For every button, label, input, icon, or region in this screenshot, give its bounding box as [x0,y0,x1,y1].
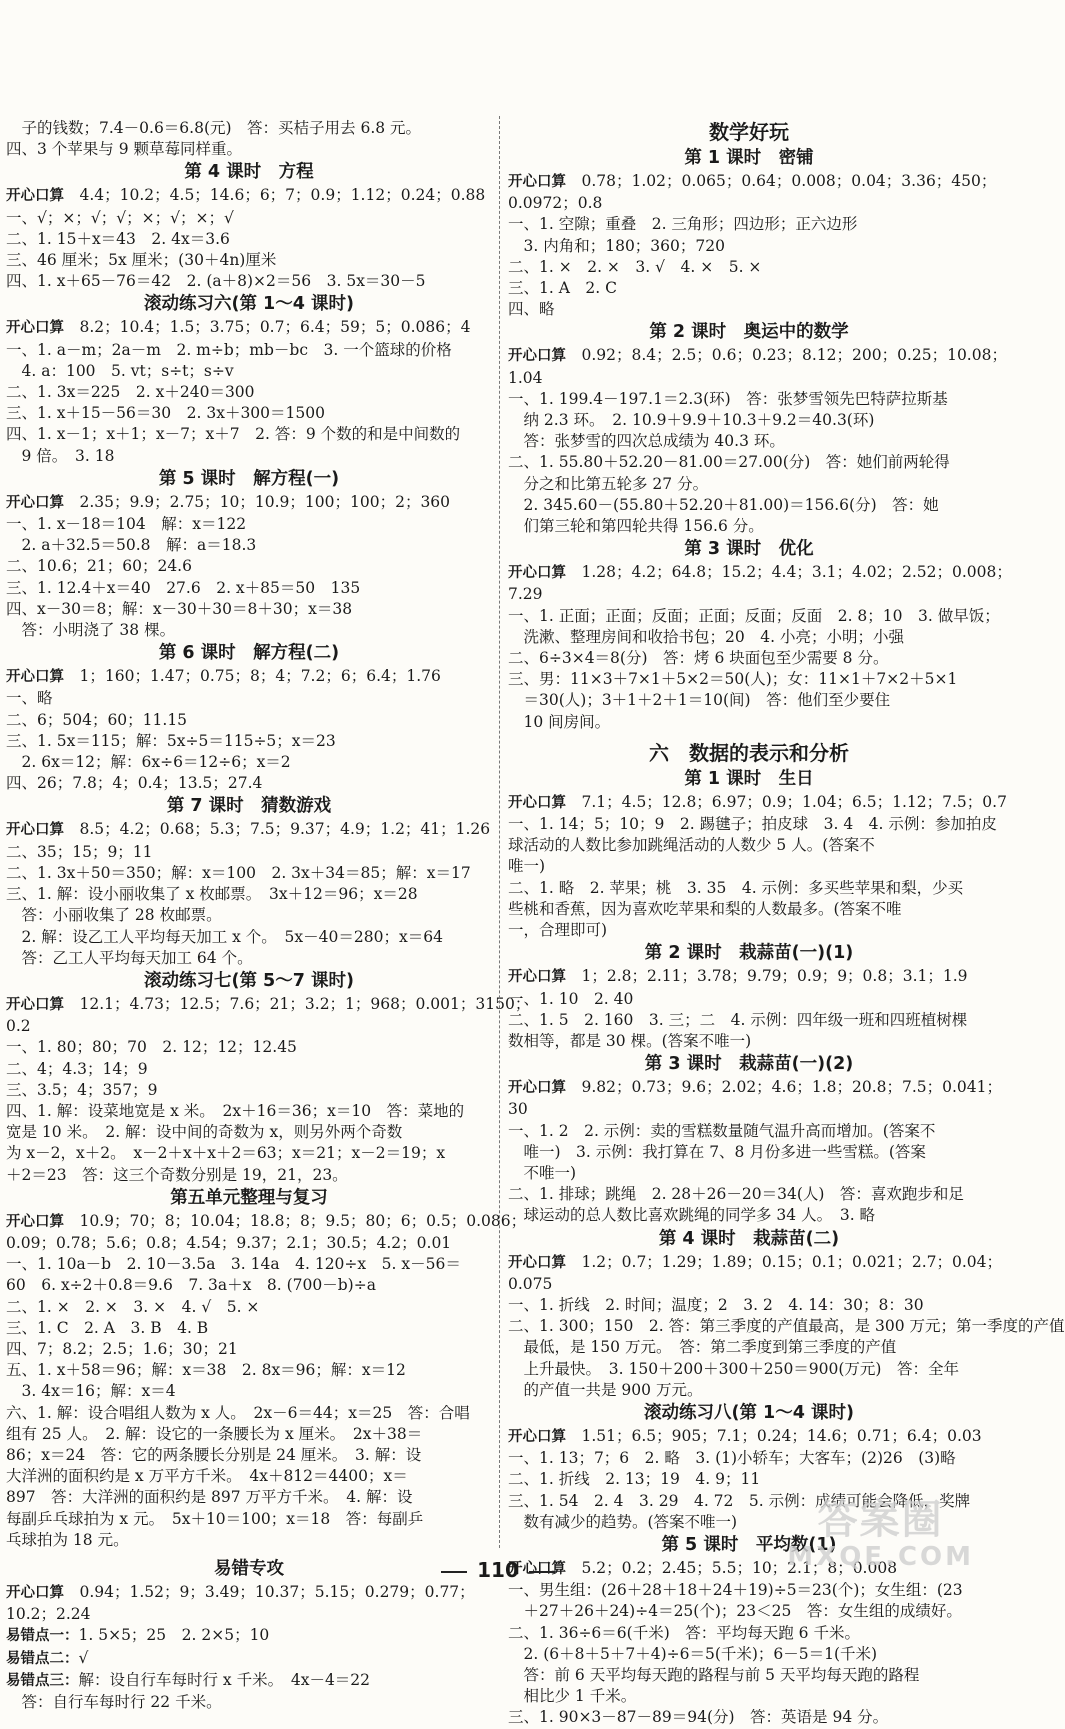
answer-label: 开心口算 [508,1428,566,1445]
answer-line [6,927,492,948]
answer-text: 2. 6x＝12；解：6x÷6＝12÷6；x＝2 [6,753,291,772]
answer-label: 开心口算 [508,969,566,986]
answer-label: 开心口算 [508,1560,566,1577]
answer-label: 开心口算 [6,494,64,511]
answer-line [508,299,990,320]
answer-line [508,1252,1003,1274]
answer-text: 数有减少的趋势。(答案不唯一) [508,1512,738,1531]
answer-text: 子的钱数；7.4－0.6＝6.8(元) 答：买桔子用去 6.8 元。 [6,119,422,137]
answer-line [6,819,492,841]
answer-line [508,236,990,257]
answer-text: 10.2；2.24 [6,1605,91,1624]
answer-text: 一、1. a－m；2a－m 2. m÷b；mb－bc 3. 一个篮球的价格 [6,340,452,359]
answer-line [508,171,997,193]
answer-line [6,1487,492,1508]
answer-text: 四、1. x＋65－76＝42 2. (a＋8)×2＝56 3. 5x＝30－5 [6,272,426,291]
answer-line [6,446,492,467]
answer-line [6,361,492,382]
answer-line [508,835,990,856]
answer-line [6,1080,492,1101]
answer-line [6,773,492,794]
answer-text: 一、1. x－18＝104 解：x＝122 [6,515,247,534]
answer-text: 1.2；0.7；1.29；1.89；0.15；0.1；0.021；2.7；0.04； [566,1252,1003,1271]
answer-text: 4. a：100 5. vt；s÷t；s÷v [6,361,234,380]
answer-text: 三、1. 5x＝115；解：5x÷5＝115÷5；x＝23 [6,731,336,750]
answer-text: 一、1. 13；7；6 2. 略 3. (1)小轿车；大客车；(2)26 (3)略 [508,1449,956,1468]
answer-line [508,431,990,452]
answer-text: 12.1；4.73；12.5；7.6；21；3.2；1；968；0.001；3150； [64,994,531,1013]
answer-line [508,1707,990,1728]
answer-line [6,666,492,688]
answer-line [6,1625,492,1647]
answer-text: 30 [508,1100,528,1119]
answer-text: 2. 345.60－(55.80＋52.20＋81.00)＝156.6(分) 答：她 [508,495,939,514]
answer-line [6,340,492,361]
answer-text: 三、46 厘米；5x 厘米；(30＋4n)厘米 [6,251,277,270]
section-heading: 数学好玩 [709,120,789,144]
answer-text: 2. (6＋8＋5＋7＋4)÷6＝5(千米)；6－5＝1(千米) [508,1644,878,1663]
answer-text: 二、1. 55.80＋52.20－81.00＝27.00(分) 答：她们前两轮得 [508,453,950,472]
answer-text: 六、1. 解：设合唱组人数为 x 人。 2x－6＝44；x＝25 答：合唱 [6,1403,470,1422]
section-heading: 第 5 课时 平均数(1) [661,1534,837,1555]
answer-line [508,1316,1065,1337]
answer-text: 些桃和香蕉，因为喜欢吃苹果和梨的人数最多。(答案不唯 [508,899,902,918]
answer-text: 二、1. 15＋x＝43 2. 4x＝3.6 [6,229,230,248]
answer-line [6,1466,492,1487]
answer-line [508,1274,990,1295]
watermark-line2: MXQE.COM [787,1542,974,1572]
answer-text: 二、1. × 2. × 3. √ 4. × 5. × [508,257,762,276]
section-heading: 第 4 课时 方程 [184,162,314,183]
answer-line [6,250,492,271]
answer-line [6,1381,492,1402]
answer-label: 开心口算 [6,188,64,205]
answer-line [508,278,990,299]
answer-line [508,1205,990,1226]
answer-line [508,410,990,431]
answer-text: 二、1. 3x＝225 2. x＋240＝300 [6,383,255,402]
answer-text: 7.1；4.5；12.8；6.97；0.9；1.04；6.5；1.12；7.5；0.7 [566,792,1007,811]
answer-line [508,878,990,899]
answer-line [6,1059,492,1080]
answer-line [6,229,492,250]
answer-line [6,1530,492,1551]
answer-text: 纳 2.3 环。 2. 10.9＋9.9＋10.3＋9.2＝40.3(环) [508,411,875,430]
section-heading: 易错专攻 [214,1558,284,1579]
answer-line [6,752,492,773]
answer-line [6,208,492,229]
answer-text: 大洋洲的面积约是 x 万平方千米。 4x＋812＝4400；x＝ [6,1467,408,1486]
answer-line [508,1469,990,1490]
answer-text: 球活动的人数比参加跳绳活动的人数少 5 人。(答案不 [508,836,875,855]
answer-line [508,966,990,988]
answer-line [6,1318,492,1339]
answer-text: 0.78；1.02；0.065；0.64；0.008；0.04；3.36；450； [566,172,997,190]
answer-text: 二、1. 折线 2. 13；19 4. 9；11 [508,1470,761,1489]
answer-text: ＋2＝23 答：这三个奇数分别是 19，21，23。 [6,1165,348,1184]
answer-line [6,1445,492,1466]
answer-column-right [508,118,1065,1729]
watermark-line1: 答案圈 [817,1497,944,1543]
answer-line [508,1163,990,1184]
answer-text: 0.09；0.78；5.6；0.8；4.54；9.37；2.1；30.5；4.2；0.01 [6,1233,452,1252]
answer-label: 开心口算 [508,1080,566,1097]
answer-label: 开心口算 [508,348,566,365]
answer-text: 四、x－30＝8；解：x－30＋30＝8＋30；x＝38 [6,599,353,618]
answer-text: 三、1. 54 2. 4 3. 29 4. 72 5. 示例：成绩可能会降低，奖牌 [508,1491,971,1510]
answer-text: 二、10.6；21；60；24.6 [6,557,192,576]
answer-text: 答：乙工人平均每天加工 64 个。 [6,948,253,967]
answer-line [6,599,492,620]
answer-line [6,1165,492,1186]
answer-text: 三、1. 12.4＋x＝40 27.6 2. x＋85＝50 135 [6,578,361,597]
section-heading: 第 4 课时 栽蒜苗(二) [658,1228,840,1249]
answer-text: 一、1. 10a－b 2. 10－3.5a 3. 14a 4. 120÷x 5. x－56＝ [6,1255,461,1274]
section-heading: 第 1 课时 生日 [684,768,814,789]
answer-label: 开心口算 [6,669,64,686]
answer-text: 相比少 1 千米。 [508,1687,637,1706]
section-heading: 滚动练习八(第 1～4 课时) [643,1402,855,1423]
answer-text: 一、√；×；√；√；×；√；×；√ [6,208,234,227]
answer-text: 一、1. 折线 2. 时间；温度；2 3. 2 4. 14：30；8：30 [508,1295,924,1314]
answer-text: 0.0972；0.8 [508,194,603,213]
answer-line [508,606,1000,627]
answer-text: 2. a＋32.5＝50.8 解：a＝18.3 [6,536,257,555]
answer-text: 1.51；6.5；905；7.1；0.24；14.6；0.71；6.4；0.03 [566,1426,982,1445]
answer-line [6,514,492,535]
answer-text: 2.35；9.9；2.75；10；10.9；100；100；2；360 [64,492,451,511]
answer-text: 唯一) [508,857,546,876]
answer-line [6,1254,492,1275]
answer-line [6,1360,492,1381]
answer-line [6,710,492,731]
answer-line [508,368,990,389]
answer-text: 10 间房间。 [508,712,611,731]
answer-text: 二、1. 3x＋50＝350；解：x＝100 2. 3x＋34＝85；解：x＝17 [6,863,471,882]
answer-text: 答：前 6 天平均每天跑的路程与前 5 天平均每天跑的路程 [508,1665,920,1684]
answer-text: 五、1. x＋58＝96；解：x＝38 2. 8x＝96；解：x＝12 [6,1361,406,1380]
answer-text: 10.9；70；8；10.04；18.8；8；9.5；80；6；0.5；0.086； [64,1211,527,1230]
answer-text: 0.075 [508,1274,553,1293]
section-heading: 滚动练习六(第 1～4 课时) [143,294,355,315]
answer-text: 2. 解：设乙工人平均每天加工 x 个。 5x－40＝280；x＝64 [6,927,443,946]
answer-text: 一、男生组：(26＋28＋18＋24＋19)÷5＝23(个)；女生组：(23 [508,1581,963,1600]
answer-line [508,814,997,835]
answer-line [6,317,492,339]
answer-text: 球运动的总人数比喜欢跳绳的同学多 34 人。 3. 略 [508,1206,876,1225]
answer-text: 一、1. 199.4－197.1＝2.3(环) 答：张梦雪领先巴特萨拉斯基 [508,389,948,408]
answer-line [508,562,1012,584]
answer-line [508,1295,990,1316]
section-heading: 第 3 课时 优化 [684,539,814,560]
page-number: 110 [477,1558,519,1582]
answer-line [508,257,990,278]
answer-line [6,884,492,905]
answer-line [6,139,492,160]
answer-line [508,669,990,690]
answer-line [6,1648,492,1670]
answer-line [6,863,492,884]
answer-text: 四、26；7.8；4；0.4；13.5；27.4 [6,774,263,793]
answer-label: 开心口算 [6,1584,64,1601]
answer-text: 二、1. 300；150 2. 答：第三季度的产值最高，是 300 万元；第一季度的产值 [508,1317,1065,1336]
answer-text: 们第三轮和第四轮共得 156.6 分。 [508,517,764,536]
answer-line [6,1582,492,1604]
answer-text: 组有 25 人。 2. 解：设它的一条腰长为 x 厘米。 2x＋38＝ [6,1424,423,1443]
answer-text: 一、1. 空隙；重叠 2. 三角形；四边形；正六边形 [508,215,858,234]
answer-text: 4.4；10.2；4.5；14.6；6；7；0.9；1.12；0.24；0.88 [64,186,486,205]
answer-line [508,495,990,516]
answer-text: 每副乒乓球拍为 x 元。 5x＋10＝100；x＝18 答：每副乒 [6,1509,424,1528]
answer-text: 四、略 [508,300,555,319]
answer-text: 3. 内角和；180；360；720 [508,236,725,255]
answer-text: 三、1. x＋15－56＝30 2. 3x＋300＝1500 [6,404,325,423]
answer-line [508,1077,1003,1099]
answer-line [508,474,990,495]
answer-text: 三、1. C 2. A 3. B 4. B [6,1318,209,1337]
answer-line [6,492,492,514]
answer-line [6,1403,492,1424]
section-heading: 滚动练习七(第 5～7 课时) [143,970,355,991]
answer-text: √ [78,1648,89,1667]
section-heading: 第 2 课时 奥运中的数学 [649,322,849,343]
answer-line [6,1604,492,1625]
answer-line [6,688,492,709]
answer-text: 答：小明浇了 38 棵。 [6,621,176,640]
answer-text: 1；160；1.47；0.75；8；4；7.2；6；6.4；1.76 [64,667,441,686]
answer-line [508,1686,990,1707]
answer-line [6,1143,492,1164]
answer-line [508,1426,990,1448]
answer-text: ＝30(人)；3＋1＋2＋1＝10(间) 答：他们至少要住 [508,691,891,710]
answer-text: 一、1. 正面；正面；反面；正面；反面；反面 2. 8；10 3. 做早饭； [508,606,1000,625]
answer-line [508,627,990,648]
answer-line [6,382,492,403]
answer-text: 答：自行车每时行 22 千米。 [6,1693,222,1711]
answer-line [6,1670,492,1692]
answer-text: 一、1. 14；5；10；9 2. 踢毽子；拍皮球 3. 4 4. 示例：参加拍皮 [508,815,997,834]
answer-line [508,648,990,669]
answer-label: 开心口算 [6,1213,64,1230]
answer-text: 5.2；0.2；2.45；5.5；10；2.1；8；0.008 [566,1558,898,1577]
answer-line [6,271,492,292]
answer-text: 897 答：大洋洲的面积约是 897 万平方千米。 4. 解：设 [6,1488,413,1507]
answer-line [508,516,990,537]
answer-label: 易错点二： [6,1650,79,1667]
answer-text: 60 6. x÷2＋0.8＝9.6 7. 3a＋x 8. (700－b)÷a [6,1276,376,1295]
answer-text: 1.04 [508,368,543,387]
answer-text: 三、1. 90×3－87－89＝94(分) 答：英语是 94 分。 [508,1708,889,1727]
answer-line [508,1644,990,1665]
answer-line [6,1339,492,1360]
answer-line [508,1580,990,1601]
answer-line [6,1211,527,1233]
answer-label: 开心口算 [6,320,64,337]
answer-text: 一、略 [6,689,53,708]
answer-label: 开心口算 [6,822,64,839]
answer-line [6,1122,492,1143]
answer-line [508,1665,990,1686]
section-heading: 第 1 课时 密铺 [684,148,814,168]
answer-label: 开心口算 [508,794,566,811]
answer-line [6,185,492,207]
answer-text: 8.5；4.2；0.68；5.3；7.5；9.37；4.9；1.2；41；1.26 [64,820,491,839]
answer-line [508,792,1007,814]
answer-text: 上升最快。 3. 150＋200＋300＋250＝900(万元) 答：全年 [508,1359,959,1378]
answer-line [508,856,990,877]
answer-text: 0.92；8.4；2.5；0.6；0.23；8.12；200；0.25；10.08； [566,346,1007,365]
answer-text: 3. 4x＝16；解：x＝4 [6,1382,176,1401]
answer-line [6,1297,492,1318]
answer-line [508,1448,990,1469]
answer-line [508,345,1007,367]
answer-text: 二、6÷3×4＝8(分) 答：烤 6 块面包至少需要 8 分。 [508,649,889,668]
answer-line [6,535,492,556]
answer-line [508,1359,990,1380]
answer-text: 不唯一) [508,1163,577,1182]
answer-line [508,1601,990,1622]
answer-text: 1.28；4.2；64.8；15.2；4.4；3.1；4.02；2.52；0.008； [566,563,1012,582]
answer-text: 二、1. 5 2. 160 3. 三；二 4. 示例：四年级一班和四班植树棵 [508,1010,968,1029]
answer-text: 乓球拍为 18 元。 [6,1530,129,1549]
answer-line [508,584,990,605]
answer-line [508,1184,990,1205]
answer-line [6,905,492,926]
answer-line [508,1142,990,1163]
answer-line [6,556,492,577]
answer-line [6,1275,492,1296]
answer-text: 宽是 10 米。 2. 解：设中间的奇数为 x，则另外两个奇数 [6,1123,403,1142]
answer-text: 一、1. 2 2. 示例：卖的雪糕数量随气温升高而增加。(答案不 [508,1121,936,1140]
answer-line [6,1509,492,1530]
answer-text: 8.2；10.4；1.5；3.75；0.7；6.4；59；5；0.086；4 [64,318,471,337]
answer-label: 易错点一： [6,1628,79,1645]
answer-line [6,1016,492,1037]
answer-text: 答：小丽收集了 28 枚邮票。 [6,906,222,925]
answer-line [6,578,492,599]
answer-label: 开心口算 [508,1254,566,1271]
section-heading: 第 6 课时 解方程(二) [158,643,340,664]
answer-text: 二、4；4.3；14；9 [6,1059,148,1078]
answer-text: 解：设自行车每时行 x 千米。 4x－4＝22 [78,1670,371,1689]
answer-line [508,989,990,1010]
answer-text: 三、男：11×3＋7×1＋5×2＝50(人)；女：11×1＋7×2＋5×1 [508,670,958,689]
answer-line [508,1380,990,1401]
answer-line [6,948,492,969]
answer-label: 开心口算 [508,565,566,582]
footer-dash-left [441,1571,467,1573]
answer-text: 二、35；15；9；11 [6,842,153,861]
answer-line [6,118,492,139]
section-heading: 第 2 课时 栽蒜苗(一)(1) [644,943,854,964]
watermark-logo [787,1498,974,1572]
answer-text: 一，合理即可) [508,921,608,940]
answer-text: 答：张梦雪的四次总成绩为 40.3 环。 [508,432,785,451]
section-heading: 第五单元整理与复习 [170,1187,328,1208]
answer-text: 二、6；504；60；11.15 [6,710,188,729]
answer-line [508,1099,990,1120]
answer-line [508,690,990,711]
answer-text: 四、1. x－1；x＋1；x－7；x＋7 2. 答：9 个数的和是中间数的 [6,425,461,444]
answer-line [6,1233,492,1254]
answer-label: 开心口算 [508,174,566,190]
answer-line [508,389,990,410]
answer-text: 7.29 [508,585,543,604]
answer-line [6,1692,492,1713]
footer-dash-right [529,1571,555,1573]
answer-text: 二、1. 略 2. 苹果；桃 3. 35 4. 示例：多买些苹果和梨，少买 [508,878,964,897]
section-heading: 六 数据的表示和分析 [649,740,849,765]
answer-label: 易错点三： [6,1672,79,1689]
answer-line [508,899,990,920]
answer-line [6,424,492,445]
answer-line [508,214,990,235]
answer-text: 数相等，都是 30 棵。(答案不唯一) [508,1031,752,1050]
answer-text: 唯一) 3. 示例：我打算在 7、8 月份多进一些雪糕。(答案 [508,1142,926,1161]
answer-line [6,842,492,863]
section-heading: 第 3 课时 栽蒜苗(一)(2) [644,1054,854,1075]
section-heading: 第 7 课时 猜数游戏 [166,796,332,817]
column-divider [499,116,500,1548]
answer-text: 1；2.8；2.11；3.78；9.79；0.9；9；0.8；3.1；1.9 [566,967,968,986]
answer-text: 四、1. 解：设菜地宽是 x 米。 2x＋16＝36；x＝10 答：菜地的 [6,1101,465,1120]
answer-text: 二、1. 排球；跳绳 2. 28＋26－20＝34(人) 答：喜欢跑步和足 [508,1185,964,1204]
answer-line [6,1424,492,1445]
answer-line [6,620,492,641]
answer-text: 最低，是 150 万元。 答：第二季度到第三季度的产值 [508,1338,897,1357]
answer-text: 三、1. 解：设小丽收集了 x 枚邮票。 3x＋12＝96；x＝28 [6,885,418,904]
answer-text: 洗漱、整理房间和收拾书包；20 4. 小亮；小明；小强 [508,627,904,646]
answer-text: 86；x＝24 答：它的两条腰长分别是 24 厘米。 3. 解：设 [6,1445,422,1464]
answer-text: 四、7；8.2；2.5；1.6；30；21 [6,1339,238,1358]
answer-text: 三、1. A 2. C [508,279,617,298]
answer-text: ＋27＋26＋24)÷4＝25(个)；23＜25 答：女生组的成绩好。 [508,1602,962,1621]
answer-line [508,920,990,941]
answer-line [6,994,531,1016]
answer-line [508,1121,990,1142]
answer-text: 四、3 个苹果与 9 颗草莓同样重。 [6,140,243,159]
answer-text: 一、1. 80；80；70 2. 12；12；12.45 [6,1038,297,1057]
answer-line [6,1037,492,1058]
answer-line [508,1031,990,1052]
answer-text: 三、3.5；4；357；9 [6,1080,158,1099]
answer-line [508,1623,990,1644]
answer-line [508,1337,990,1358]
section-heading: 第 5 课时 解方程(一) [158,468,340,489]
answer-line [6,403,492,424]
answer-text: 二、1. 36÷6＝6(千米) 答：平均每天跑 6 千米。 [508,1623,860,1642]
answer-text: 0.94；1.52；9；3.49；10.37；5.15；0.279；0.77； [64,1582,475,1601]
answer-text: 1. 5×5；25 2. 2×5；10 [78,1626,270,1645]
answer-text: 一、1. 10 2. 40 [508,989,634,1008]
answer-line [6,1101,492,1122]
answer-text: 为 x－2，x＋2。 x－2＋x＋x＋2＝63；x＝21；x－2＝19；x [6,1144,446,1163]
answer-text: 9 倍。 3. 18 [6,446,115,465]
answer-text: 0.2 [6,1017,31,1036]
answer-line [6,731,492,752]
answer-line [508,452,990,473]
answer-label: 开心口算 [6,996,64,1013]
answer-text: 分之和比第五轮多 27 分。 [508,474,709,493]
answer-line [508,1010,990,1031]
answer-text: 二、1. × 2. × 3. × 4. √ 5. × [6,1297,260,1316]
answer-text: 的产值一共是 900 万元。 [508,1380,703,1399]
answer-text: 9.82；0.73；9.6；2.02；4.6；1.8；20.8；7.5；0.041； [566,1078,1003,1097]
answer-line [508,712,990,733]
answer-line [508,193,990,214]
